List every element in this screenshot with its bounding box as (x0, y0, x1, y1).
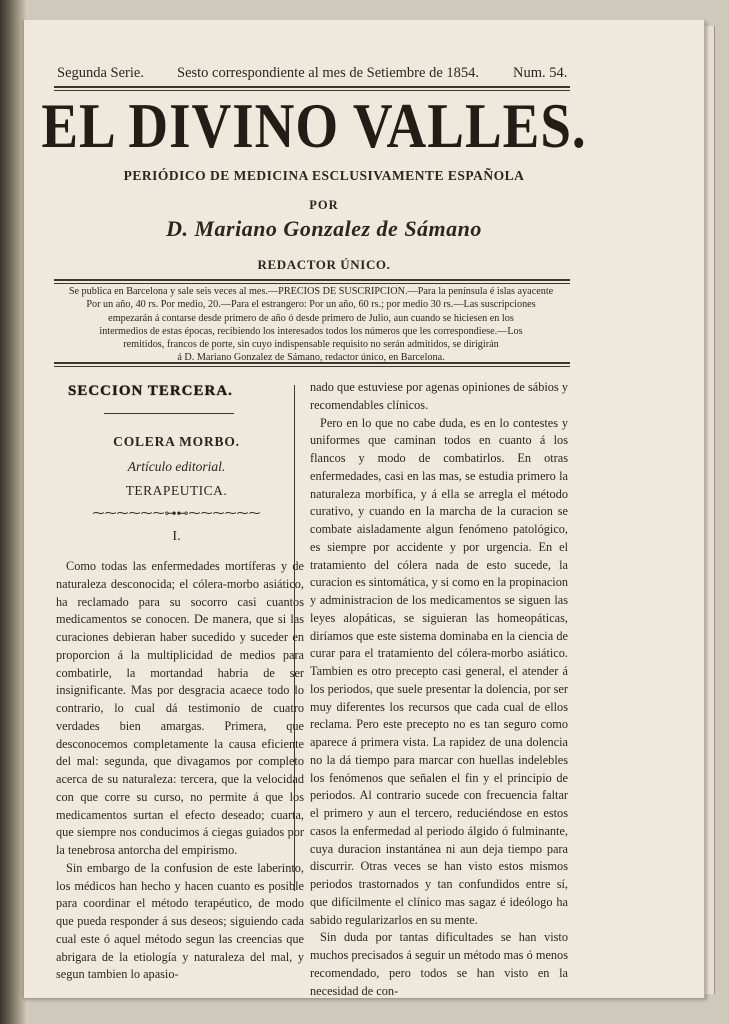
section-heading: SECCION TERCERA. (68, 383, 233, 399)
paragraph: Sin duda por tantas dificultades se han visto muchos precisados á seguir un método mas ó menos recomendado, pero todos se han visto en la necesidad de con- (310, 930, 568, 998)
paragraph: Como todas las enfermedades mortíferas y de naturaleza desconocida; el cólera-morbo asiático, ha reclamado para su socorro casi cuantos medicamentos se conocen. De manera, que si las curaciones debieran haber sucedido y suceder en proporcion á la multiplicidad de medios para combatirle, la mortandad habria de ser insignificante. Mas por desgracia acaece todo lo contrario, lo cual dá testimonio de cuatro verdades bien amargas. Primera, que desconocemos completamente la causa eficiente del mal: segunda, que divagamos por completo acerca de su naturaleza: tercera, que la velocidad con que corre su curso, no permite á que los medicamentos surtan el efecto deseado; cuarta, que siempre nos conducimos á ciegas guiados por la tenebrosa antorcha del empirismo. (56, 559, 304, 857)
series-label: Segunda Serie. (57, 65, 144, 81)
article-subject: TERAPEUTICA. (125, 483, 228, 498)
subscription-line: intermedios de estas épocas, recibiendo los interesados todos los números que les correspondiese.—Los (99, 325, 523, 337)
issue-date: Sesto correspondiente al mes de Setiembre de 1854. (177, 65, 480, 81)
header-rule (54, 86, 570, 88)
subscription-rule-bottom-thin (54, 366, 570, 367)
paragraph: Sin embargo de la confusion de este laberinto, los médicos han hecho y hacen cuanto es posible para coordinar el método terapéutico, de modo que pueda responder á sus deseos; siguiendo cada cual este ó aquel método segun las creencias que abrigara de la etiología y naturaleza del mal, y segun tambien lo apasio- (56, 860, 304, 982)
article-topic: COLERA MORBO. (113, 434, 240, 449)
subscription-rule-top-thin (54, 283, 570, 284)
article-part-number: I. (172, 529, 181, 544)
paragraph: nado que estuviese por agenas opiniones de sábios y recomendables clínicos. (310, 380, 568, 412)
masthead-por: POR (309, 198, 339, 212)
subscription-rule-bottom (54, 362, 570, 364)
masthead-role: REDACTOR ÚNICO. (257, 257, 391, 272)
article-kind: Artículo editorial. (127, 459, 226, 474)
subscription-notice (56, 285, 566, 365)
subscription-rule-top (54, 279, 570, 281)
column-divider (294, 385, 295, 891)
subscription-line: Por un año, 40 rs. Por medio, 20.—Para el estrangero: Por un año, 60 rs.; por medio 30 rs.—Las suscripciones (86, 299, 536, 311)
paragraph: Pero en lo que no cabe duda, es en lo contestes y uniformes que caminan todos en cuanto á los flancos y modo de combatirlos. En otras enfermedades, casi en las mas, se estudia primero la naturaleza morbífica, y á ella se arregla el método curativo, y cuando en la marcha de la curacion se combate aisladamente algun fenómeno patológico, es siempre por accidente y por urgencia. En el tratamiento del cólera nada de esto sucede, la curacion es sintomática, y si como en la propinacion y administracion de los medicamentos se siguen las leyes alopáticas, se siguieran las homeopáticas, diríamos que este sistema dominaba en la ciencia de curar para el tratamiento del cólera-morbo asiático. Tambien es otro precepto casi general, el atender á los periodos, que suele presentar la dolencia, por ser muy diferentes los recursos que cada cual de ellos reclama. Pero este precepto no es tan seguro como aparece á primera vista. La rapidez de una dolencia no la dá tiempo para marcar con huellas indelebles los fenómenos que señalen el fin y el principio de periodos. Al contrario sucede con frecuencia faltar el primero y aun el tercero, reduciéndose en estos casos la enfermedad al periodo álgido ó fulminante, cuya duracion instantánea ni aun deja tiempo para discurrir. Otras veces se han visto estos mismos periodos trastornados y tan confundidos entre sí, que difícilmente el clínico mas sagaz é ideólogo ha sabido regularizarlos en su mente. (310, 415, 568, 927)
newspaper-page (22, 20, 705, 998)
subscription-line: remitidos, francos de porte, sin cuyo indispensable requisito no serán admitidos, se dirigirán (123, 339, 499, 351)
masthead-title: EL DIVINO VALLES. (41, 90, 587, 161)
page-edge (704, 26, 715, 994)
section-heading-rule (104, 413, 234, 414)
ornament-divider: ⁓⁓⁓⁓⁓⁓⊶⊷⁓⁓⁓⁓⁓⁓ (92, 506, 261, 520)
right-column (310, 379, 568, 1000)
subscription-line: á D. Mariano Gonzalez de Sámano, redactor único, en Barcelona. (177, 352, 445, 364)
left-column (56, 558, 304, 984)
subscription-line: Se publica en Barcelona y sale seis veces al mes.—PRECIOS DE SUSCRIPCION.—Para la península é islas ayacente (68, 286, 554, 297)
subscription-line: empezarán á contarse desde primero de año ó desde primero de Julio, aun cuando se hiciesen en los (108, 312, 514, 324)
issue-number: Num. 54. (513, 65, 568, 81)
masthead-author: D. Mariano Gonzalez de Sámano (166, 216, 482, 241)
masthead-subtitle: PERIÓDICO DE MEDICINA ESCLUSIVAMENTE ESPAÑOLA (123, 168, 525, 183)
